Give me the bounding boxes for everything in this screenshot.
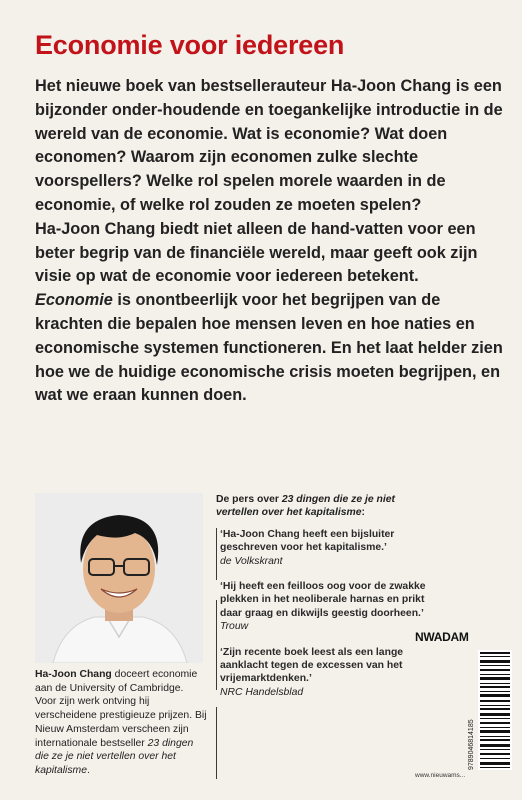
blurb-paragraph-2: Ha-Joon Chang biedt niet alleen de hand-vatten voor een beter begrip van de financiële wereld, maar geeft ook zijn visie op wat de economie voor iedereen betekent.	[35, 219, 478, 286]
blurb-paragraph-1: Het nieuwe boek van bestsellerauteur Ha-Joon Chang is een bijzonder onder-houdende en toegankelijke introductie in de wereld van de economie. Wat is economie? Wat doen economen? Waarom zijn economen zulke slechte voorspellers? Welke rol spelen morele waarden in de economie, of welke rol zouden ze moeten spelen?	[35, 77, 503, 214]
blurb-paragraph-3-text: is onontbeerlijk voor het begrijpen van de krachten die bepalen hoe mensen leven en hoe naties en economische systemen functioneren. En het laat helder zien hoe we de huidige economische crisis moeten begrijpen, en wat we eraan kunnen doen.	[35, 291, 503, 405]
barcode-bars	[478, 650, 512, 770]
quote-source: Trouw	[220, 621, 249, 633]
press-quote	[220, 528, 436, 568]
previous-book-title: 23 dingen die ze je niet vertellen over het kapitalisme	[35, 737, 194, 776]
quote-source: de Volkskrant	[220, 555, 283, 567]
author-name: Ha-Joon Chang	[35, 669, 112, 680]
book-title: Economie voor iedereen	[35, 30, 345, 60]
author-bio-text-2: .	[86, 764, 90, 776]
isbn-barcode	[478, 650, 512, 770]
press-quote	[220, 580, 436, 634]
quote-text: ‘Zijn recente boek leest als een lange aanklacht tegen de excessen van het vrijemarktdenken.’	[220, 646, 404, 685]
publisher-logo: NWADAM	[415, 630, 469, 644]
quote-source: NRC Handelsblad	[220, 686, 304, 698]
book-name-emphasis: Economie	[35, 291, 113, 310]
author-bio-text-1: doceert economie aan de University of Cambridge. Voor zijn werk ontving hij verscheidene prestigieuze prijzen. Bij Nieuw Amsterdam verscheen zijn internationale bestseller	[35, 669, 207, 749]
press-heading-prefix: De pers over	[216, 494, 282, 505]
publisher-website: www.nieuwams...	[415, 772, 466, 779]
press-heading	[216, 493, 436, 520]
quote-text: ‘Hij heeft een feilloos oog voor de zwakke plekken in het neoliberale harnas en prikt daar graag en dikwijls geestig doorheen.’	[220, 581, 426, 619]
author-portrait-illustration	[35, 493, 203, 663]
press-divider-line	[216, 707, 217, 779]
author-photo	[35, 493, 203, 663]
author-caption	[35, 668, 207, 778]
press-heading-book-title: 23 dingen die ze je niet vertellen over het kapitalisme	[216, 494, 396, 519]
press-heading-suffix: :	[361, 507, 366, 519]
quote-text: ‘Ha-Joon Chang heeft een bijsluiter geschreven voor het kapitalisme.’	[220, 528, 395, 554]
blurb-paragraph-3	[35, 289, 505, 408]
press-quote	[220, 646, 436, 700]
press-quotes	[216, 493, 436, 707]
isbn-number: 9789046814185	[468, 719, 475, 770]
back-cover-blurb	[35, 75, 505, 408]
